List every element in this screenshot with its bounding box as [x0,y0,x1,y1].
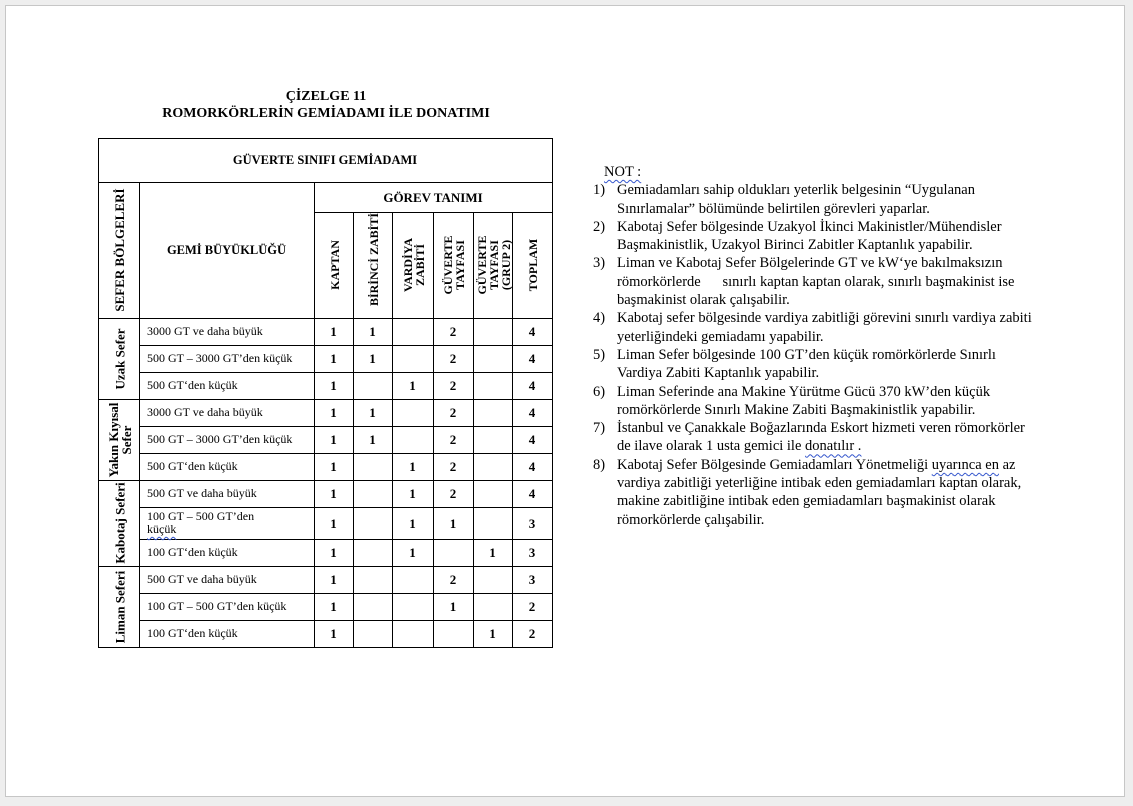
note-number: 3) [593,255,606,272]
note-line: Kabotaj Sefer bölgesinde Uzakyol İkinci Makinistler/Mühendisler [617,218,1002,235]
crew-count-cell: 1 [330,572,337,587]
crew-count-cell [473,426,512,453]
spellcheck-word: uyarınca en [931,456,999,473]
crew-count-cell: 1 [449,515,457,531]
crew-count-cell: 2 [449,432,457,447]
column-header [402,213,426,317]
crew-count-cell [353,507,392,539]
crew-count-cell [473,507,512,539]
crew-count-cell: 4 [528,351,536,366]
note-line: yeterliğindeki gemiadamı yapabilir. [617,328,824,345]
crew-count-cell [353,372,392,399]
note-line: römorkörlerde sınırlı kaptan kaptan olarak, sınırlı başmakinist ise [617,273,1015,290]
crew-count-cell: 3 [528,572,536,587]
table-rule [98,647,553,648]
crew-count-cell [433,539,473,566]
table-number-title: ÇİZELGE 11 [285,89,367,104]
ship-size-header: GEMİ BÜYÜKLÜĞÜ [166,242,287,257]
notes-section [593,163,1093,529]
crew-count-cell: 2 [449,405,457,420]
crew-count-cell [392,566,433,593]
table-title: ROMORKÖRLERİN GEMİADAMI İLE DONATIMI [162,106,490,121]
note-line: Liman Sefer bölgesinde 100 GT’den küçük romörkörlerde Sınırlı [617,346,996,363]
column-header [368,213,380,317]
table-rule [552,138,553,648]
note-item [593,346,1093,383]
region-label [113,481,126,565]
crew-count-cell: 2 [528,599,536,614]
note-line: römorkörlerde çalışabilir. [617,511,765,528]
crew-count-cell: 4 [528,486,536,501]
notes-list [593,181,1093,529]
crew-count-cell [353,566,392,593]
region-label [107,400,133,479]
region-label-line: Yakın Kıyısal [105,402,121,477]
notes-heading: NOT : [604,164,642,180]
crew-count-cell: 1 [409,459,416,474]
note-line: Gemiadamları sahip oldukları yeterlik belgesinin “Uygulanan [617,182,975,199]
crew-count-cell [473,566,512,593]
crew-count-cell: 2 [449,351,457,366]
crew-count-cell: 3 [528,545,536,560]
note-number: 8) [593,456,606,473]
column-header-line: TOPLAM [526,238,540,292]
note-line: Vardiya Zabiti Kaptanlık yapabilir. [617,365,820,382]
column-header [476,213,512,317]
crew-count-cell: 3 [528,515,536,531]
region-header: SEFER BÖLGELERİ [111,188,127,312]
crew-count-cell [433,620,473,647]
note-line: Sınırlamalar” bölümünde belirtilen görevleri yaparlar. [617,200,930,217]
crew-count-cell [473,480,512,507]
column-header [442,213,466,317]
ship-size-cell: 500 GT ve daha büyük [147,572,257,586]
crew-count-cell: 2 [449,459,457,474]
note-line: Kabotaj sefer bölgesinde vardiya zabitliği görevini sınırlı vardiya zabiti [617,310,1032,327]
ship-size-cell [139,507,314,539]
note-number: 1) [593,182,606,199]
note-line: makine zabitliğine intibak eden gemiadamları başmakinist olarak [617,493,996,510]
crew-count-cell: 2 [528,626,536,641]
note-item [593,181,1093,218]
crew-count-cell [392,620,433,647]
ship-size-cell: 100 GT‘den küçük [147,626,238,640]
note-line: vardiya zabitliği yeterliğine intibak eden gemiadamları kaptan olarak, [617,475,1022,492]
table-rule [98,138,99,648]
crew-count-cell: 1 [489,545,496,560]
ship-size-cell: 500 GT ve daha büyük [147,486,257,500]
spellcheck-word: donatılır . [805,438,862,455]
crew-count-cell [473,345,512,372]
ship-size-cell: 3000 GT ve daha büyük [147,324,263,338]
region-label [113,319,126,398]
crew-count-cell [353,539,392,566]
region-label-line: Kabotaj Seferi [112,482,127,564]
crew-count-cell: 1 [330,486,337,501]
note-line: romörkörlerde Sınırlı Makine Zabiti Başmakinistlik yapabilir. [617,401,976,418]
crew-count-cell: 1 [330,599,337,614]
column-header-line: BİRİNCİ ZABİTİ [366,213,381,307]
crew-count-cell: 2 [449,378,457,393]
crew-count-cell: 2 [449,486,457,501]
crew-count-cell [392,399,433,426]
crew-count-cell: 1 [330,324,337,339]
crew-count-cell: 1 [449,599,457,614]
crew-count-cell: 1 [409,486,416,501]
crew-count-cell: 4 [528,324,536,339]
region-label-line: Sefer [118,425,134,454]
column-header-line: KAPTAN [327,240,342,290]
ship-size-cell: 500 GT‘den küçük [147,378,238,392]
crew-count-cell: 1 [369,432,376,447]
crew-count-cell: 4 [528,405,536,420]
crew-count-cell: 1 [330,626,337,641]
crew-count-cell: 1 [489,626,496,641]
ship-size-line: 100 GT – 500 GT’den [147,509,255,523]
crew-count-cell [473,372,512,399]
group-header: GÜVERTE SINIFI GEMİADAMI [232,152,418,167]
crew-count-cell [392,318,433,345]
crew-count-cell: 1 [330,545,337,560]
note-number: 5) [593,346,606,363]
crew-count-cell [353,453,392,480]
ship-size-line: küçük [147,522,177,536]
column-header-line: GÜVERTE [441,235,455,295]
crew-count-cell: 4 [528,378,536,393]
crew-count-cell [392,345,433,372]
ship-size-cell: 500 GT – 3000 GT’den küçük [147,351,293,365]
column-header-line: VARDİYA [400,237,415,293]
note-line: Liman ve Kabotaj Sefer Bölgelerinde GT ve kW‘ye bakılmaksızın [617,255,1003,272]
crew-count-cell: 1 [409,378,416,393]
note-number: 2) [593,218,606,235]
ship-size-cell: 100 GT‘den küçük [147,545,238,559]
column-header-line: ZABİTİ [412,243,427,287]
crew-count-cell [353,480,392,507]
note-item [593,218,1093,255]
note-line: Başmakinistlik, Uzakyol Birinci Zabitler Kaptanlık yapabilir. [617,237,973,254]
ship-size-cell: 100 GT – 500 GT’den küçük [147,599,287,613]
crew-count-cell: 2 [449,324,457,339]
crew-count-cell: 2 [449,572,457,587]
crew-count-cell [353,593,392,620]
crew-count-cell: 1 [330,515,337,531]
note-item [593,456,1093,529]
crew-count-cell: 1 [330,351,337,366]
crew-count-cell [473,453,512,480]
crew-count-cell [392,426,433,453]
note-number: 6) [593,383,606,400]
crew-count-cell: 4 [528,432,536,447]
crew-count-cell [473,593,512,620]
crew-count-cell [473,318,512,345]
crew-count-cell: 4 [528,459,536,474]
crew-count-cell: 1 [409,545,416,560]
column-header-line: TAYFASI [453,240,467,290]
note-line: de ilave olarak 1 usta gemici ile donatılır . [617,438,862,455]
crew-count-cell [473,399,512,426]
crew-count-cell: 1 [330,405,337,420]
crew-count-cell: 1 [409,515,416,531]
region-label-line: Liman Seferi [112,570,127,643]
note-item [593,309,1093,346]
column-header-line: TAYFASI [486,240,501,290]
ship-size-cell: 3000 GT ve daha büyük [147,405,263,419]
note-line: başmakinist olarak çalışabilir. [617,292,790,309]
note-line: Liman Seferinde ana Makine Yürütme Gücü 370 kW’den küçük [617,383,991,400]
region-label-line: Uzak Sefer [112,328,127,390]
note-line: Kabotaj Sefer Bölgesinde Gemiadamları Yönetmeliği uyarınca en az [617,456,1016,473]
duty-header: GÖREV TANIMI [383,189,483,205]
crew-count-cell: 1 [369,324,376,339]
column-header-line: GÜVERTE [474,235,489,295]
column-header [527,213,539,317]
region-label [113,567,126,646]
crew-count-cell: 1 [330,432,337,447]
crew-count-cell: 1 [369,405,376,420]
ship-size-cell: 500 GT – 3000 GT’den küçük [147,432,293,446]
crew-count-cell: 1 [330,378,337,393]
note-item [593,254,1093,309]
note-item [593,419,1093,456]
note-number: 7) [593,420,606,437]
column-header-line: (GRUP 2) [498,239,513,291]
crew-count-cell: 1 [330,459,337,474]
note-number: 4) [593,310,606,327]
ship-size-cell: 500 GT‘den küçük [147,459,238,473]
column-header [329,213,341,317]
note-item [593,383,1093,420]
crew-count-cell [353,620,392,647]
crew-count-cell: 1 [369,351,376,366]
crew-count-cell [392,593,433,620]
note-line: İstanbul ve Çanakkale Boğazlarında Eskort hizmeti veren römorkörler [617,420,1025,437]
